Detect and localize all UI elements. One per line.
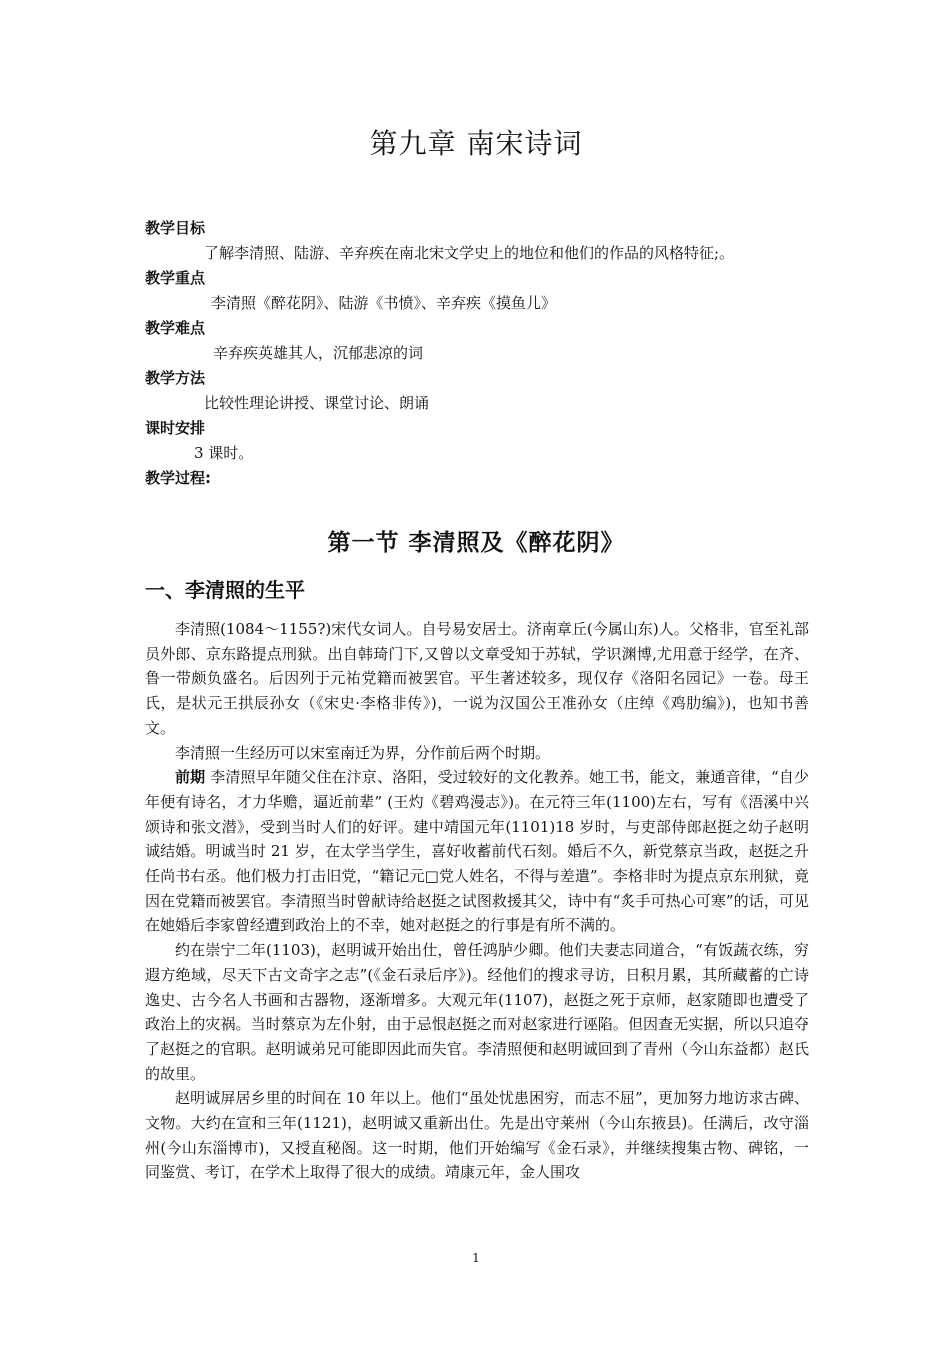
meta-label-difficulty: 教学难点: [145, 319, 206, 337]
paragraph: 约在崇宁二年(1103)，赵明诚开始出仕，曾任鸿胪少卿。他们夫妻志同道合，“有饭蔬衣练，穷遐方绝域，尽天下古文奇字之志”(《金石录后序》)。经他们的搜求寻访，日积月累，其所藏蓄的亡诗逸史、古今名人书画和古器物，逐渐增多。大观元年(1107)，赵挺之死于京师，赵家随即也遭受了政治上的灾祸。当时蔡京为左仆射，由于忌恨赵挺之而对赵家进行诬陷。但因查无实据，所以只追夺了赵挺之的官职。赵明诚弟兄可能即因此而失官。李清照便和赵明诚回到了青州（今山东益都）赵氏的故里。: [145, 941, 809, 1083]
section-title: 第一节 李清照及《醉花阴》: [327, 530, 625, 556]
paragraph: 李清照一生经历可以宋室南迁为界，分作前后两个时期。: [175, 743, 551, 762]
meta-value-goal: 了解李清照、陆游、辛弃疾在南北宋文学史上的地位和他们的作品的风格特征;。: [204, 244, 735, 262]
teaching-plan: [145, 216, 825, 491]
meta-label-focus: 教学重点: [145, 269, 206, 287]
paragraph: 前期 李清照早年随父住在汴京、洛阳，受过较好的文化教养。她工书，能文，兼通音律，“自少年便有诗名，才力华赡，逼近前辈” (王灼《碧鸡漫志》)。在元符三年(1100)左右，写有《浯溪中兴颂诗和张文潜》，受到当时人们的好评。建中靖国元年(1101)18 岁时，与吏部侍郎赵挺之幼子赵明诚结婚。明诚当时 21 岁，在太学当学生，喜好收蓄前代石刻。婚后不久，新党蔡京当政，赵挺之升任尚书右丞。他们极力打击旧党，“籍记元□党人姓名，不得与差遣”。李格非时为提点京东刑狱，竟因在党籍而被罢官。李清照当时曾献诗给赵挺之试图救援其父，诗中有“炙手可热心可寒”的话，可见在她婚后李家曾经遭到政治上的不幸，她对赵挺之的行事是有所不满的。: [145, 768, 809, 935]
meta-value-focus: 李清照《醉花阴》、陆游《书愤》、辛弃疾《摸鱼儿》: [211, 294, 557, 312]
meta-value-method: 比较性理论讲授、课堂讨论、朗诵: [204, 394, 430, 412]
meta-value-difficulty: 辛弃疾英雄其人，沉郁悲凉的词: [213, 344, 424, 362]
paragraph-lead: 前期: [175, 768, 206, 787]
page-number: 1: [472, 1251, 480, 1265]
meta-label-schedule: 课时安排: [145, 419, 206, 437]
meta-value-schedule: 3 课时。: [194, 444, 254, 462]
meta-label-goal: 教学目标: [145, 219, 206, 237]
subsection-title: 一、李清照的生平: [145, 578, 305, 602]
body-text: [145, 617, 809, 1185]
chapter-title: 第九章 南宋诗词: [369, 127, 583, 160]
paragraph: 赵明诚屏居乡里的时间在 10 年以上。他们“虽处忧患困穷，而志不屈”，更加努力地访求古碑、文物。大约在宣和三年(1121)，赵明诚又重新出仕。先是出守莱州（今山东掖县)。任满后，改守淄州(今山东淄博市)，又授直秘阁。这一时期，他们开始编写《金石录》，并继续搜集古物、碑铭，一同鉴赏、考订，在学术上取得了很大的成绩。靖康元年，金人围攻: [145, 1089, 809, 1182]
meta-label-method: 教学方法: [145, 369, 206, 387]
paragraph: 李清照(1084～1155?)宋代女词人。自号易安居士。济南章丘(今属山东)人。父格非，官至礼部员外郎、京东路提点刑狱。出自韩琦门下,又曾以文章受知于苏轼，学识渊博,尤用意于经学，在齐、鲁一带颇负盛名。后因列于元祐党籍而被罢官。平生著述较多，现仅存《洛阳名园记》一卷。母王氏，是状元王拱辰孙女（《宋史·李格非传》)，一说为汉国公王准孙女（庄绰《鸡肋编》)，也知书善文。: [145, 620, 809, 737]
meta-label-process: 教学过程:: [145, 469, 211, 487]
